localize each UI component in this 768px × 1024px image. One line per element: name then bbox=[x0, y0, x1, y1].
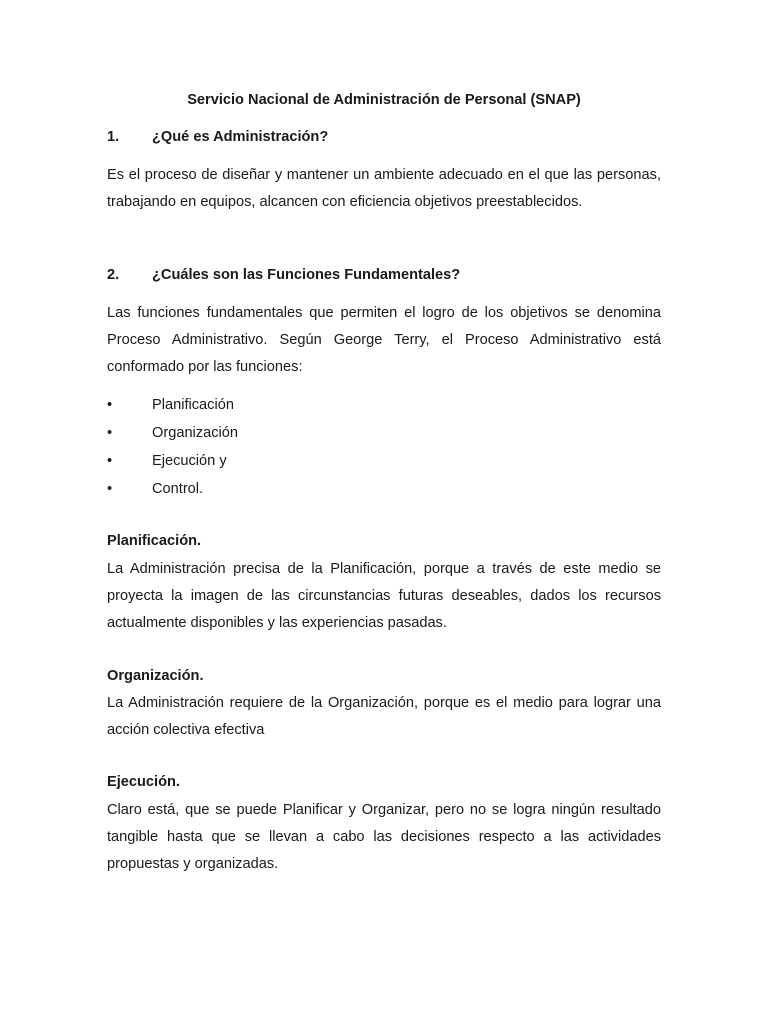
section-planificacion-line: proyecta la imagen de las circunstancias futuras deseables, dados los recursos bbox=[107, 588, 661, 604]
bullet-symbol: • bbox=[107, 397, 113, 413]
document-title: Servicio Nacional de Administración de Personal (SNAP) bbox=[187, 92, 581, 108]
section-heading-organizacion: Organización. bbox=[107, 668, 204, 684]
question-1-heading: ¿Qué es Administración? bbox=[152, 129, 329, 145]
section-heading-planificacion: Planificación. bbox=[107, 533, 202, 549]
question-2-answer-line: Las funciones fundamentales que permiten el logro de los objetivos se denomina bbox=[107, 305, 661, 321]
question-2-answer-line: Proceso Administrativo. Según George Terry, el Proceso Administrativo está bbox=[107, 332, 661, 348]
section-heading-ejecucion: Ejecución. bbox=[107, 774, 180, 790]
question-1-number: 1. bbox=[107, 129, 120, 145]
bullet-symbol: • bbox=[107, 453, 113, 469]
section-ejecucion-line: tangible hasta que se llevan a cabo las decisiones respecto a las actividades bbox=[107, 829, 661, 845]
bullet-symbol: • bbox=[107, 481, 113, 497]
section-organizacion-line: acción colectiva efectiva bbox=[107, 722, 265, 738]
question-1-answer-line: Es el proceso de diseñar y mantener un ambiente adecuado en el que las personas, bbox=[107, 167, 661, 183]
question-2-heading: ¿Cuáles son las Funciones Fundamentales? bbox=[152, 267, 461, 283]
bullet-item-planificacion: Planificación bbox=[152, 397, 234, 413]
bullet-item-ejecucion: Ejecución y bbox=[152, 453, 227, 469]
bullet-item-organizacion: Organización bbox=[152, 425, 238, 441]
section-planificacion-line: La Administración precisa de la Planificación, porque a través de este medio se bbox=[107, 561, 661, 577]
section-organizacion-line: La Administración requiere de la Organización, porque es el medio para lograr una bbox=[107, 695, 661, 711]
section-ejecucion-line: propuestas y organizadas. bbox=[107, 856, 279, 872]
section-ejecucion-line: Claro está, que se puede Planificar y Organizar, pero no se logra ningún resultado bbox=[107, 802, 661, 818]
question-2-number: 2. bbox=[107, 267, 120, 283]
question-2-answer-line: conformado por las funciones: bbox=[107, 359, 303, 375]
bullet-item-control: Control. bbox=[152, 481, 204, 497]
question-1-answer-line: trabajando en equipos, alcancen con eficiencia objetivos preestablecidos. bbox=[107, 194, 583, 210]
section-planificacion-line: actualmente disponibles y las experiencias pasadas. bbox=[107, 615, 447, 631]
bullet-symbol: • bbox=[107, 425, 113, 441]
